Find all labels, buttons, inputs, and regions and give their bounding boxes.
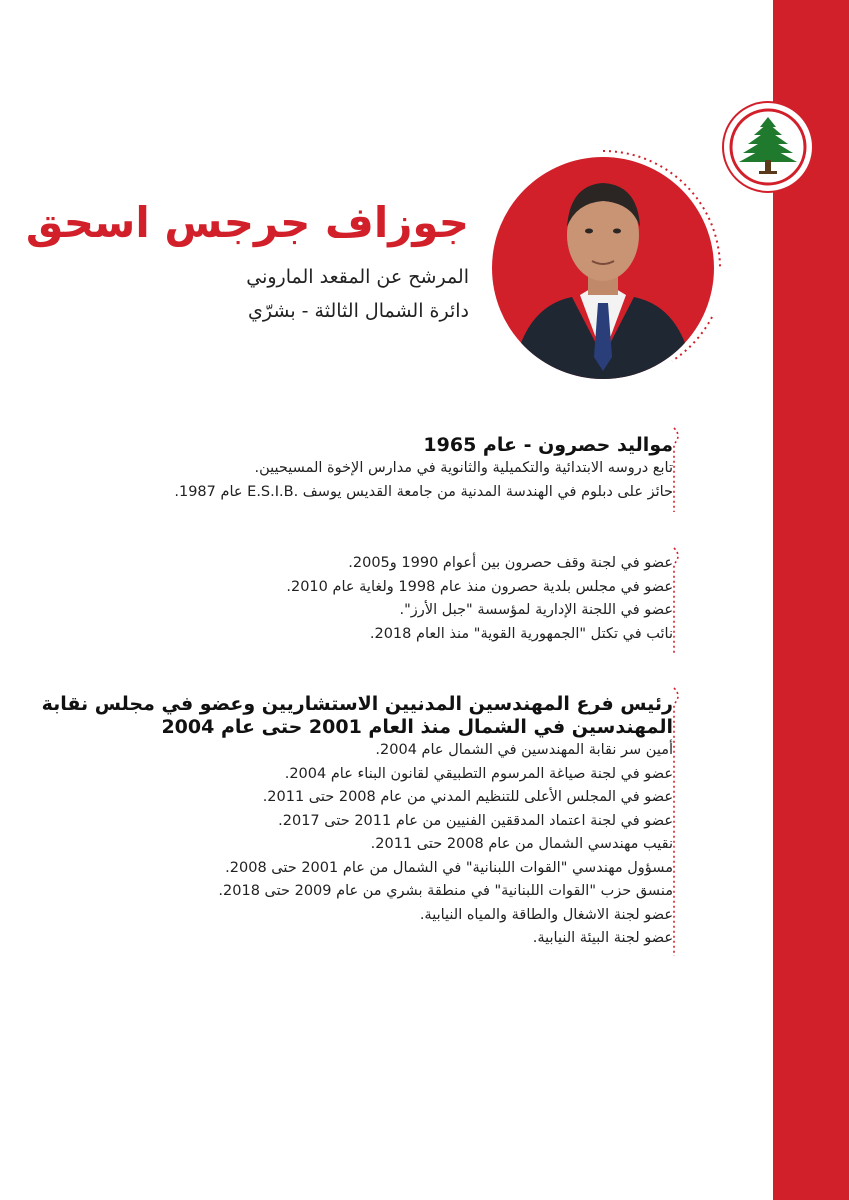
section-3-line: مسؤول مهندسي "القوات اللبنانية" في الشمال من عام 2001 حتى 2008. bbox=[225, 859, 673, 876]
section-2-line: نائب في تكتل "الجمهورية القوية" منذ العام 2018. bbox=[369, 625, 673, 642]
section-2-line: عضو في لجنة وقف حصرون بين أعوام 1990 و2005. bbox=[348, 555, 673, 571]
candidate-seat: المرشح عن المقعد الماروني bbox=[246, 266, 469, 288]
section-memberships bbox=[286, 552, 673, 646]
section-1-line: حائز على دبلوم في الهندسة المدنية من جامعة القديس يوسف .E.S.I.B عام 1987. bbox=[174, 483, 673, 500]
section-3-line: عضو لجنة البيئة النيابية. bbox=[532, 930, 673, 946]
section-birth-education bbox=[174, 434, 673, 504]
section-3-title bbox=[42, 693, 673, 739]
section-1-line: تابع دروسه الابتدائية والتكميلية والثانوية في مدارس الإخوة المسيحيين. bbox=[254, 460, 673, 476]
section-engineering-career bbox=[42, 693, 673, 951]
candidate-name: جوزاف جرجس اسحق bbox=[25, 198, 469, 247]
section-3-line: منسق حزب "القوات اللبنانية" في منطقة بشري من عام 2009 حتى 2018. bbox=[218, 883, 673, 899]
cedar-tree-icon bbox=[724, 103, 812, 191]
section-3-line: نقيب مهندسي الشمال من عام 2008 حتى 2011. bbox=[370, 836, 673, 852]
party-logo bbox=[722, 101, 814, 193]
candidate-district: دائرة الشمال الثالثة - بشرّي bbox=[248, 300, 469, 322]
section-3-title-line: رئيس فرع المهندسين المدنيين الاستشاريين وعضو في مجلس نقابة bbox=[41, 693, 673, 715]
section-3-line: عضو لجنة الاشغال والطاقة والمياه النيابية. bbox=[419, 906, 673, 923]
section-2-line: عضو في مجلس بلدية حصرون منذ عام 1998 ولغاية عام 2010. bbox=[286, 578, 673, 595]
section-3-title-line: المهندسين في الشمال منذ العام 2001 حتى عام 2004 bbox=[161, 716, 673, 738]
section-3-line: أمين سر نقابة المهندسين في الشمال عام 2004. bbox=[375, 742, 673, 758]
section-1-title: مواليد حصرون - عام 1965 bbox=[423, 434, 673, 456]
section-3-line: عضو في لجنة صياغة المرسوم التطبيقي لقانون البناء عام 2004. bbox=[284, 765, 673, 782]
section-3-line: عضو في المجلس الأعلى للتنظيم المدني من عام 2008 حتى 2011. bbox=[262, 789, 673, 805]
section-2-line: عضو في اللجنة الإدارية لمؤسسة "جبل الأرز". bbox=[399, 602, 673, 618]
candidate-portrait bbox=[492, 157, 714, 379]
section-3-line: عضو في لجنة اعتماد المدققين الفنيين من عام 2011 حتى 2017. bbox=[278, 812, 673, 829]
